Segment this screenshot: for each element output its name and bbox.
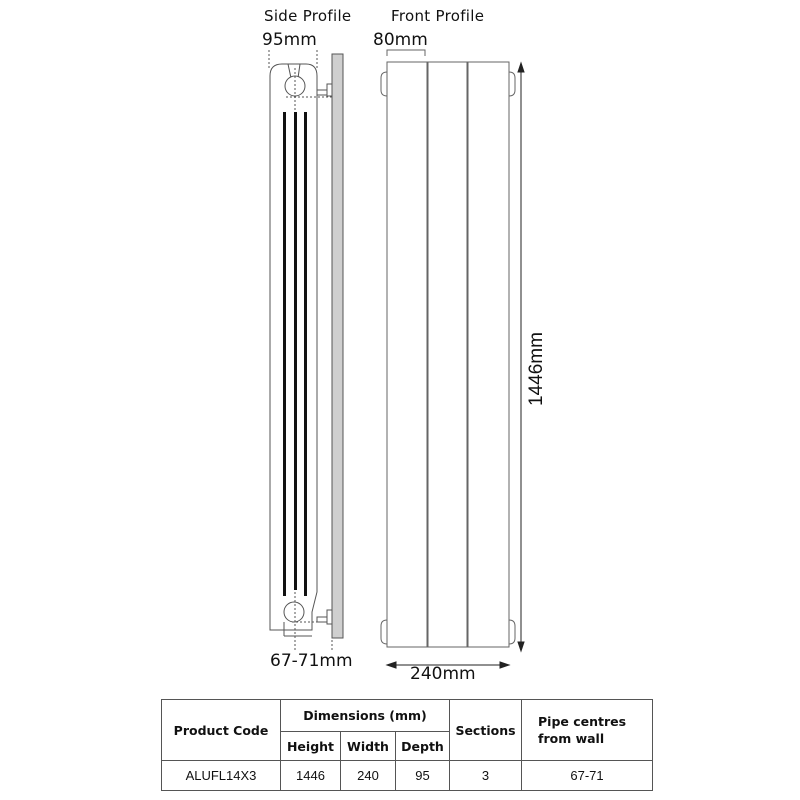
header-width: Width xyxy=(341,732,396,761)
table-row xyxy=(162,761,653,791)
spec-table xyxy=(161,699,653,791)
cell-pipe-centres: 67-71 xyxy=(522,761,653,791)
front-profile-drawing xyxy=(381,50,515,647)
pipe-centres-label: 67-71mm xyxy=(270,651,353,671)
overall-width-label: 240mm xyxy=(410,664,476,684)
header-height: Height xyxy=(281,732,341,761)
cell-width: 240 xyxy=(341,761,396,791)
wall xyxy=(332,54,343,638)
cell-product-code: ALUFL14X3 xyxy=(162,761,281,791)
overall-height-label: 1446mm xyxy=(526,332,547,406)
header-depth: Depth xyxy=(396,732,450,761)
header-product-code: Product Code xyxy=(162,700,281,761)
side-depth-label: 95mm xyxy=(262,30,317,50)
header-dimensions: Dimensions (mm) xyxy=(281,700,450,732)
cell-height: 1446 xyxy=(281,761,341,791)
header-pipe-centres: Pipe centres from wall xyxy=(522,700,653,761)
front-profile-title: Front Profile xyxy=(391,7,485,25)
height-dimension-arrow xyxy=(518,63,524,651)
cell-sections: 3 xyxy=(450,761,522,791)
width-dimension-arrow xyxy=(387,662,509,668)
header-sections: Sections xyxy=(450,700,522,761)
cell-depth: 95 xyxy=(396,761,450,791)
side-profile-title: Side Profile xyxy=(264,7,352,25)
section-width-label: 80mm xyxy=(373,30,428,50)
